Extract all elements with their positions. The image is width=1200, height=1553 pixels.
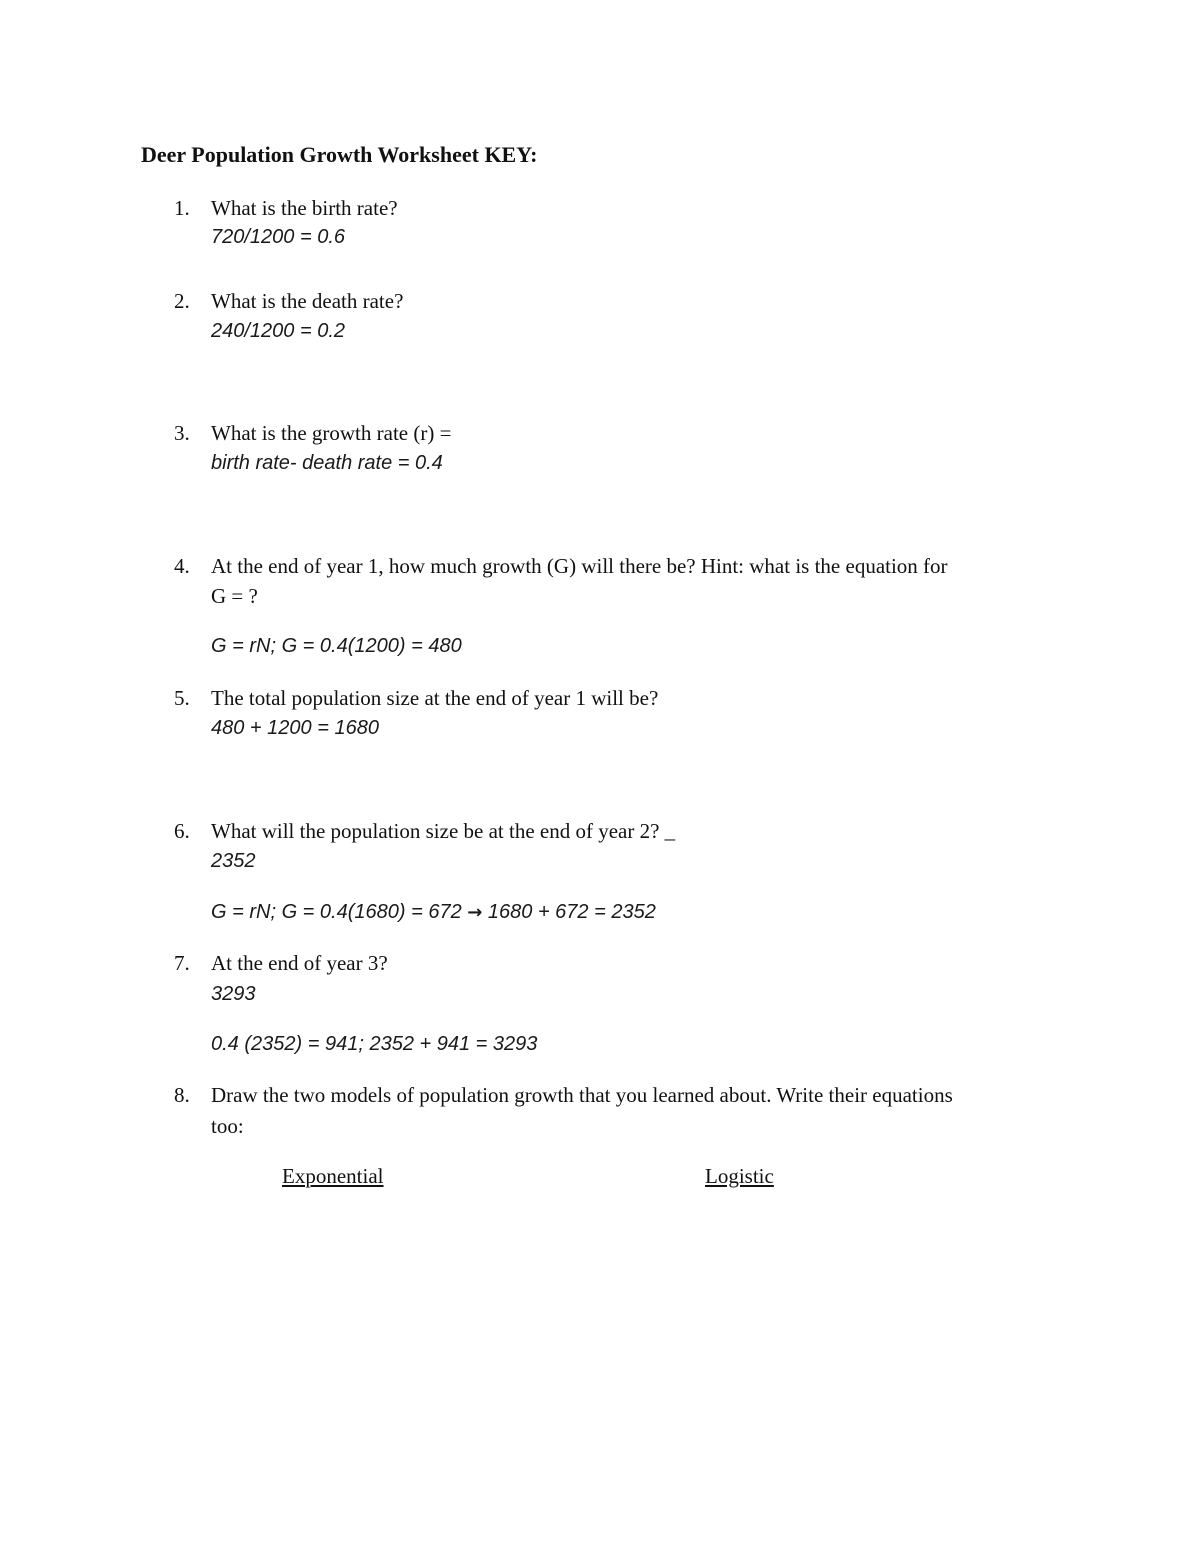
question-7-text: At the end of year 3? [211,951,388,975]
question-2-text: What is the death rate? [211,289,404,313]
question-6-work-part1: G = rN; G = 0.4(1680) = 672 [211,901,468,923]
question-2-number: 2. [174,289,190,313]
question-4-text-line2: G = ? [211,584,258,608]
question-3-answer: birth rate- death rate = 0.4 [211,452,443,474]
question-3-number: 3. [174,421,190,445]
question-8-text-line2: too: [211,1114,244,1138]
question-4-number: 4. [174,554,190,578]
question-2-answer: 240/1200 = 0.2 [211,320,346,342]
question-6-work-part2: 1680 + 672 = 2352 [482,901,656,923]
question-7-number: 7. [174,951,190,975]
model-exponential-label: Exponential [282,1164,384,1188]
question-6-text: What will the population size be at the end of year 2? _ [211,819,676,843]
question-3-text: What is the growth rate (r) = [211,421,452,445]
question-8-number: 8. [174,1083,190,1107]
question-7-answer: 3293 [211,983,256,1005]
question-6-answer: 2352 [211,850,256,872]
question-8-text-line1: Draw the two models of population growth that you learned about. Write their equations [211,1083,953,1107]
question-1-number: 1. [174,196,190,220]
question-4-answer: G = rN; G = 0.4(1200) = 480 [211,635,462,657]
question-5-answer: 480 + 1200 = 1680 [211,717,379,739]
model-logistic-label: Logistic [705,1164,774,1188]
worksheet-title: Deer Population Growth Worksheet KEY: [141,142,538,167]
question-7-work: 0.4 (2352) = 941; 2352 + 941 = 3293 [211,1033,538,1055]
question-1-answer: 720/1200 = 0.6 [211,226,346,248]
question-4-text-line1: At the end of year 1, how much growth (G) will there be? Hint: what is the equation for [211,554,948,578]
question-6-work [211,901,656,924]
right-arrow-icon: → [467,902,483,923]
question-5-number: 5. [174,686,190,710]
question-5-text: The total population size at the end of year 1 will be? [211,686,659,710]
question-6-number: 6. [174,819,190,843]
question-1-text: What is the birth rate? [211,196,398,220]
